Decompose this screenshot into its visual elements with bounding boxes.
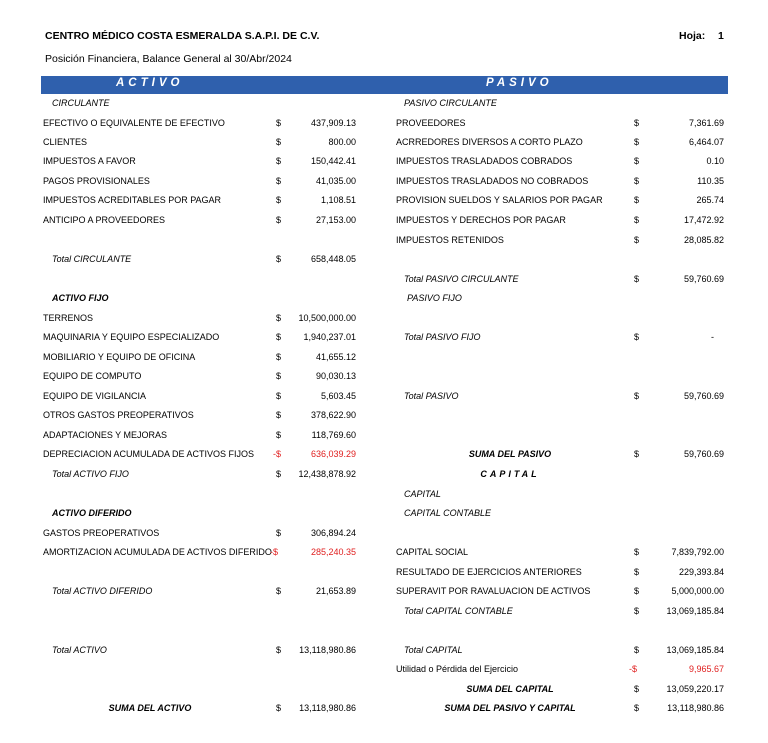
capital-total-contable-currency: $ [634, 606, 640, 616]
activo-row-amount: 306,894.24 [310, 528, 356, 538]
pasivo-total-fijo-label: Total PASIVO FIJO [404, 332, 481, 342]
activo-total-circulante-label: Total CIRCULANTE [52, 254, 132, 264]
activo-row-amount: 90,030.13 [315, 371, 356, 381]
pasivo-total-circulante-currency: $ [634, 274, 640, 284]
activo-row-amount: 378,622.90 [310, 410, 356, 420]
activo-row-label: MOBILIARIO Y EQUIPO DE OFICINA [43, 352, 196, 362]
activo-row-label: EQUIPO DE VIGILANCIA [43, 391, 147, 401]
capital-total-contable-label: Total CAPITAL CONTABLE [404, 606, 513, 616]
pasivo-row-amount: 6,464.07 [688, 137, 724, 147]
activo-row-label: ANTICIPO A PROVEEDORES [43, 215, 166, 225]
activo-total-circulante-amount: 658,448.05 [310, 254, 356, 264]
suma-capital-currency: $ [634, 684, 640, 694]
suma-activo-currency: $ [276, 703, 282, 713]
pasivo-row-currency: $ [634, 156, 640, 166]
capital-heading: CAPITAL [404, 489, 441, 499]
pasivo-band-title: PASIVO [486, 77, 553, 89]
activo-circulante-heading: CIRCULANTE [52, 98, 110, 108]
pasivo-total-label: Total PASIVO [404, 391, 459, 401]
activo-row-currency: $ [276, 352, 282, 362]
pasivo-row-label: PROVISION SUELDOS Y SALARIOS POR PAGAR [396, 195, 603, 205]
activo-row-amount: 41,035.00 [315, 176, 356, 186]
activo-total-diferido-label: Total ACTIVO DIFERIDO [52, 586, 153, 596]
capital-row-amount: 5,000,000.00 [671, 586, 724, 596]
activo-total-diferido-currency: $ [276, 586, 282, 596]
activo-row-currency: $ [276, 410, 282, 420]
activo-row-currency-negative: -$ [273, 449, 282, 459]
suma-activo-amount: 13,118,980.86 [299, 703, 356, 713]
activo-row-currency: $ [276, 371, 282, 381]
activo-total-fijo-amount: 12,438,878.92 [298, 469, 356, 479]
activo-row-currency: $ [276, 156, 282, 166]
activo-row-label: PAGOS PROVISIONALES [43, 176, 150, 186]
pasivo-row-label: IMPUESTOS Y DERECHOS POR PAGAR [396, 215, 566, 225]
pasivo-total-fijo-amount: - [711, 332, 714, 342]
activo-row-currency: $ [276, 430, 282, 440]
suma-pasivo-currency: $ [634, 449, 640, 459]
activo-row-label: IMPUESTOS A FAVOR [43, 156, 136, 166]
pasivo-circulante-heading: PASIVO CIRCULANTE [404, 98, 497, 108]
activo-total-label: Total ACTIVO [52, 645, 107, 655]
activo-row-label: OTROS GASTOS PREOPERATIVOS [43, 410, 194, 420]
pasivo-row-amount: 110.35 [697, 176, 724, 186]
activo-row-currency: $ [276, 118, 282, 128]
activo-row-amount: 27,153.00 [315, 215, 356, 225]
capital-row-currency: $ [634, 547, 640, 557]
activo-row-label: CLIENTES [43, 137, 88, 147]
utilidad-currency-negative: -$ [629, 664, 638, 674]
pasivo-row-amount: 0.10 [706, 156, 724, 166]
activo-row-currency: $ [276, 313, 282, 323]
activo-row-currency: $ [276, 528, 282, 538]
activo-row-amount: 118,769.60 [311, 430, 356, 440]
pasivo-row-currency: $ [634, 215, 640, 225]
pasivo-total-circulante-label: Total PASIVO CIRCULANTE [404, 274, 519, 284]
activo-row-amount: 1,940,237.01 [303, 332, 356, 342]
capital-total-label: Total CAPITAL [404, 645, 463, 655]
activo-row-amount: 5,603.45 [320, 391, 356, 401]
activo-row-label: GASTOS PREOPERATIVOS [43, 528, 160, 538]
suma-pasivo-capital-amount: 13,118,980.86 [667, 703, 724, 713]
capital-row-currency: $ [634, 567, 640, 577]
activo-row-label: DEPRECIACION ACUMULADA DE ACTIVOS FIJOS [43, 449, 255, 459]
activo-row-currency: $ [276, 195, 282, 205]
pasivo-row-amount: 28,085.82 [683, 235, 724, 245]
pasivo-total-amount: 59,760.69 [683, 391, 724, 401]
pasivo-fijo-heading: PASIVO FIJO [407, 293, 462, 303]
activo-row-currency: $ [276, 137, 282, 147]
activo-row-label: AMORTIZACION ACUMULADA DE ACTIVOS DIFERIDO [43, 547, 272, 557]
activo-diferido-heading: ACTIVO DIFERIDO [52, 508, 132, 518]
activo-row-currency-negative: -$ [270, 547, 279, 557]
utilidad-label: Utilidad o Pérdida del Ejercicio [396, 664, 519, 674]
suma-pasivo-capital-label: SUMA DEL PASIVO Y CAPITAL [444, 703, 576, 713]
page-number: 1 [718, 30, 724, 42]
suma-pasivo-capital-currency: $ [634, 703, 640, 713]
activo-row-amount-negative: 636,039.29 [310, 449, 356, 459]
capital-total-contable-amount: 13,069,185.84 [666, 606, 724, 616]
activo-row-amount: 800.00 [328, 137, 356, 147]
activo-band-title: ACTIVO [116, 77, 184, 89]
capital-total-currency: $ [634, 645, 640, 655]
pasivo-row-label: IMPUESTOS TRASLADADOS NO COBRADOS [396, 176, 589, 186]
activo-row-amount: 41,655.12 [315, 352, 356, 362]
capital-row-label: RESULTADO DE EJERCICIOS ANTERIORES [396, 567, 582, 577]
pasivo-row-amount: 17,472.92 [683, 215, 724, 225]
pasivo-row-currency: $ [634, 137, 640, 147]
activo-total-currency: $ [276, 645, 282, 655]
capital-total-amount: 13,069,185.84 [666, 645, 724, 655]
capital-band-title: CAPITAL [480, 469, 540, 479]
activo-row-label: EFECTIVO O EQUIVALENTE DE EFECTIVO [43, 118, 225, 128]
activo-row-label: MAQUINARIA Y EQUIPO ESPECIALIZADO [43, 332, 220, 342]
activo-fijo-heading: ACTIVO FIJO [52, 293, 109, 303]
pasivo-row-currency: $ [634, 195, 640, 205]
report-subtitle: Posición Financiera, Balance General al 30/Abr/2024 [45, 53, 292, 65]
pasivo-row-amount: 7,361.69 [688, 118, 724, 128]
activo-row-amount: 10,500,000.00 [298, 313, 356, 323]
activo-row-amount: 437,909.13 [310, 118, 356, 128]
capital-row-amount: 229,393.84 [678, 567, 724, 577]
activo-row-label: ADAPTACIONES Y MEJORAS [43, 430, 168, 440]
pasivo-total-currency: $ [634, 391, 640, 401]
capital-row-amount: 7,839,792.00 [671, 547, 724, 557]
activo-row-currency: $ [276, 391, 282, 401]
pasivo-row-currency: $ [634, 235, 640, 245]
activo-row-currency: $ [276, 215, 282, 225]
activo-total-fijo-label: Total ACTIVO FIJO [52, 469, 129, 479]
pasivo-row-label: PROVEEDORES [396, 118, 466, 128]
pasivo-row-label: IMPUESTOS TRASLADADOS COBRADOS [396, 156, 573, 166]
activo-row-label: IMPUESTOS ACREDITABLES POR PAGAR [43, 195, 222, 205]
pasivo-row-amount: 265.74 [696, 195, 724, 205]
pasivo-row-currency: $ [634, 118, 640, 128]
suma-capital-label: SUMA DEL CAPITAL [466, 684, 554, 694]
company-name: CENTRO MÉDICO COSTA ESMERALDA S.A.P.I. DE C.V. [45, 30, 320, 42]
capital-row-currency: $ [634, 586, 640, 596]
activo-row-label: TERRENOS [43, 313, 94, 323]
pasivo-row-label: ACRREDORES DIVERSOS A CORTO PLAZO [396, 137, 583, 147]
suma-activo-label: SUMA DEL ACTIVO [108, 703, 192, 713]
activo-total-fijo-currency: $ [276, 469, 282, 479]
suma-pasivo-label: SUMA DEL PASIVO [468, 449, 552, 459]
activo-row-amount-negative: 285,240.35 [310, 547, 356, 557]
suma-capital-amount: 13,059,220.17 [666, 684, 724, 694]
capital-contable-heading: CAPITAL CONTABLE [404, 508, 492, 518]
pasivo-row-currency: $ [634, 176, 640, 186]
activo-total-diferido-amount: 21,653.89 [315, 586, 356, 596]
activo-total-circulante-currency: $ [276, 254, 282, 264]
pasivo-total-circulante-amount: 59,760.69 [683, 274, 724, 284]
capital-row-label: SUPERAVIT POR RAVALUACION DE ACTIVOS [396, 586, 591, 596]
activo-row-amount: 1,108.51 [320, 195, 356, 205]
pasivo-total-fijo-currency: $ [634, 332, 640, 342]
pasivo-row-label: IMPUESTOS RETENIDOS [396, 235, 504, 245]
activo-total-amount: 13,118,980.86 [299, 645, 356, 655]
page-label: Hoja: [679, 30, 706, 42]
activo-row-currency: $ [276, 176, 282, 186]
activo-row-currency: $ [276, 332, 282, 342]
capital-row-label: CAPITAL SOCIAL [396, 547, 469, 557]
activo-row-label: EQUIPO DE COMPUTO [43, 371, 142, 381]
utilidad-amount-negative: 9,965.67 [688, 664, 724, 674]
activo-row-amount: 150,442.41 [310, 156, 356, 166]
suma-pasivo-amount: 59,760.69 [683, 449, 724, 459]
